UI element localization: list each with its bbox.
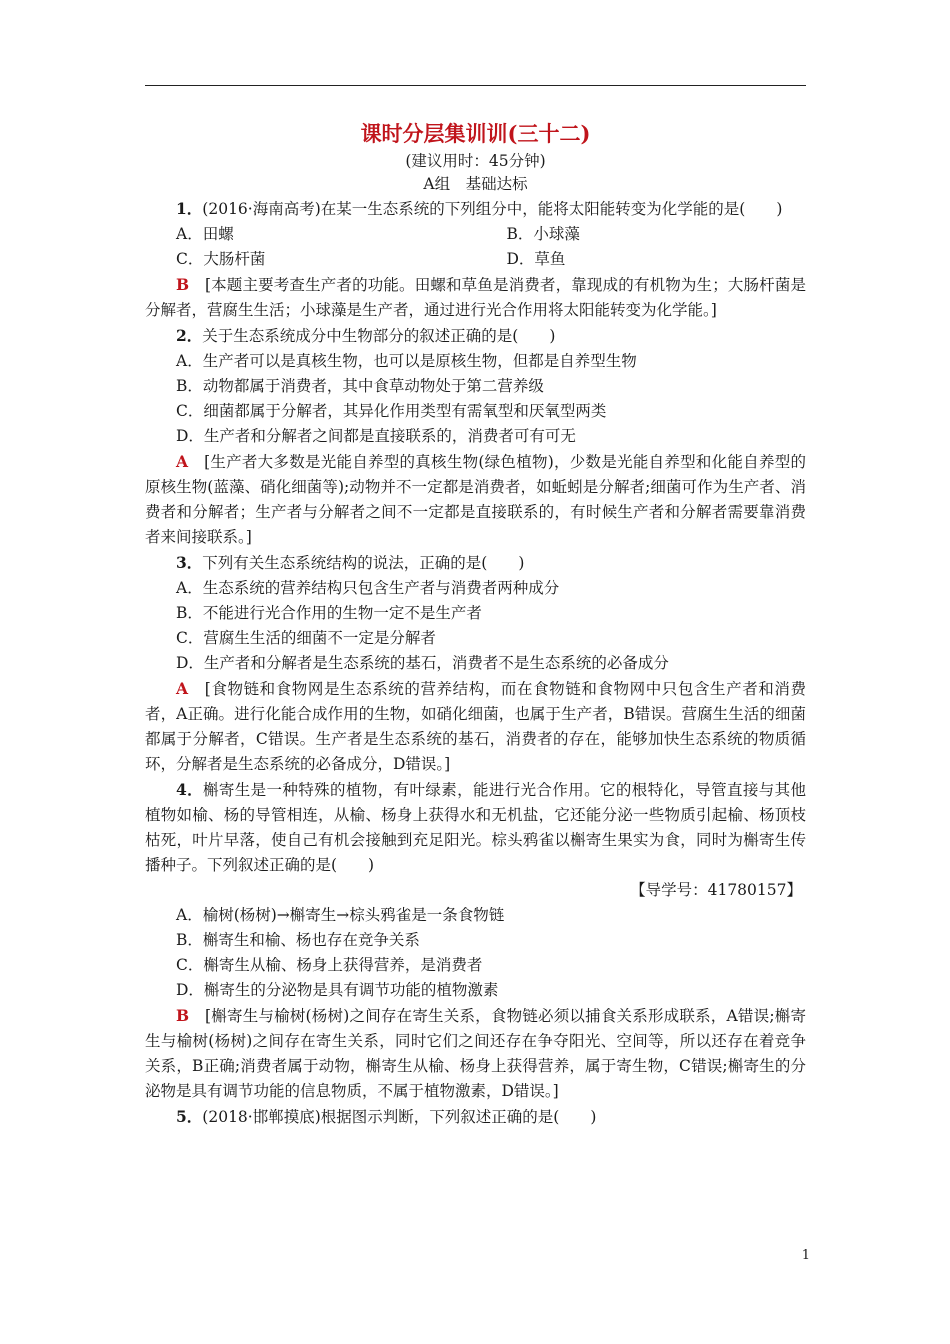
question-text: (2016·海南高考)在某一生态系统的下列组分中，能将太阳能转变为化学能的是( ) [202,200,783,218]
option-c: C．槲寄生从榆、杨身上获得营养，是消费者 [176,956,483,974]
section-heading: A组 基础达标 [423,175,528,193]
option-a: A．榆树(杨树)→槲寄生→棕头鸦雀是一条食物链 [176,906,505,924]
option-b: B．动物都属于消费者，其中食草动物处于第二营养级 [176,377,544,395]
explanation-text: [本题主要考查生产者的功能。田螺和草鱼是消费者，靠现成的有机物为生；大肠杆菌是分解者，营腐生生活；小球藻是生产者，通过进行光合作用将太阳能转变为化学能。] [145,276,806,319]
option-d: D．生产者和分解者是生态系统的基石，消费者不是生态系统的必备成分 [176,654,669,672]
option-a: A．田螺 [176,225,234,243]
option-c: C．大肠杆菌 [176,250,266,268]
document-page [145,118,806,1130]
answer-key: A [176,452,189,471]
suggested-time: (建议用时：45分钟) [405,152,546,170]
answer-explanation [145,449,806,550]
question-2 [145,323,806,550]
option-d: D．槲寄生的分泌物是具有调节功能的植物激素 [176,981,499,999]
question-stem [145,1104,806,1130]
question-number: 4． [176,780,204,799]
question-text: 下列有关生态系统结构的说法，正确的是( ) [202,554,525,572]
explanation-text: [食物链和食物网是生态系统的营养结构，而在食物链和食物网中只包含生产者和消费者，A正确。进行化能合成作用的生物，如硝化细菌，也属于生产者，B错误。营腐生生活的细菌都属于分解者，C错误。生产者是生态系统的基石，消费者的存在，能够加快生态系统的物质循环，分解者是生态系统的必备成分，D错误。] [145,680,806,773]
option-b: B．小球藻 [506,225,580,243]
option-d: D．生产者和分解者之间都是直接联系的，消费者可有可无 [176,427,576,445]
answer-explanation [145,1003,806,1104]
header-rule [145,85,806,86]
question-5 [145,1104,806,1130]
explanation-text: [槲寄生与榆树(杨树)之间存在寄生关系，食物链必须以捕食关系形成联系，A错误;槲寄生与榆树(杨树)之间存在寄生关系，同时它们之间还存在争夺阳光、空间等，所以还存在着竞争关系，B正确;消费者属于动物，槲寄生从榆、杨身上获得营养，属于寄生物，C错误;槲寄生的分泌物是具有调节功能的信息物质，不属于植物激素，D错误。] [145,1007,806,1100]
study-reference-number: 【导学号：41780157】 [630,881,802,899]
question-number: 2． [176,326,203,345]
question-stem [145,196,806,222]
option-a: A．生态系统的营养结构只包含生产者与消费者两种成分 [176,579,560,597]
answer-key: B [176,275,190,294]
answer-explanation [145,272,806,323]
question-text: 槲寄生是一种特殊的植物，有叶绿素，能进行光合作用。它的根特化，导管直接与其他植物如榆、杨的导管相连，从榆、杨身上获得水和无机盐，它还能分泌一些物质引起榆、杨顶枝枯死，叶片早落，使自己有机会接触到充足阳光。棕头鸦雀以槲寄生果实为食，同时为槲寄生传播种子。下列叙述正确的是( ) [145,781,806,874]
explanation-text: [生产者大多数是光能自养型的真核生物(绿色植物)，少数是光能自养型和化能自养型的原核生物(蓝藻、硝化细菌等);动物并不一定都是消费者，如蚯蚓是分解者;细菌可作为生产者、消费者和分解者；生产者与分解者之间不一定都是直接联系的，有时候生产者和分解者需要靠消费者来间接联系。] [145,453,806,546]
question-stem [145,550,806,576]
question-1 [145,196,806,323]
option-c: C．营腐生生活的细菌不一定是分解者 [176,629,436,647]
option-d: D．草鱼 [506,250,566,268]
options-row [145,222,806,247]
option-b: B．不能进行光合作用的生物一定不是生产者 [176,604,482,622]
answer-key: B [176,1006,190,1025]
option-a: A．生产者可以是真核生物，也可以是原核生物，但都是自养型生物 [176,352,637,370]
page-title: 课时分层集训训(三十二) [360,121,591,146]
question-stem [145,323,806,349]
question-number: 5． [176,1107,203,1126]
question-3 [145,550,806,777]
question-4 [145,777,806,1104]
option-c: C．细菌都属于分解者，其异化作用类型有需氧型和厌氧型两类 [176,402,607,420]
answer-explanation [145,676,806,777]
options-row [145,247,806,272]
page-number: 1 [801,1248,810,1263]
answer-key: A [176,679,189,698]
option-b: B．槲寄生和榆、杨也存在竞争关系 [176,931,420,949]
question-number: 3． [176,553,203,572]
question-text: (2018·邯郸摸底)根据图示判断，下列叙述正确的是( ) [202,1108,597,1126]
question-number: 1． [176,199,203,218]
question-stem [145,777,806,878]
question-text: 关于生态系统成分中生物部分的叙述正确的是( ) [202,327,556,345]
